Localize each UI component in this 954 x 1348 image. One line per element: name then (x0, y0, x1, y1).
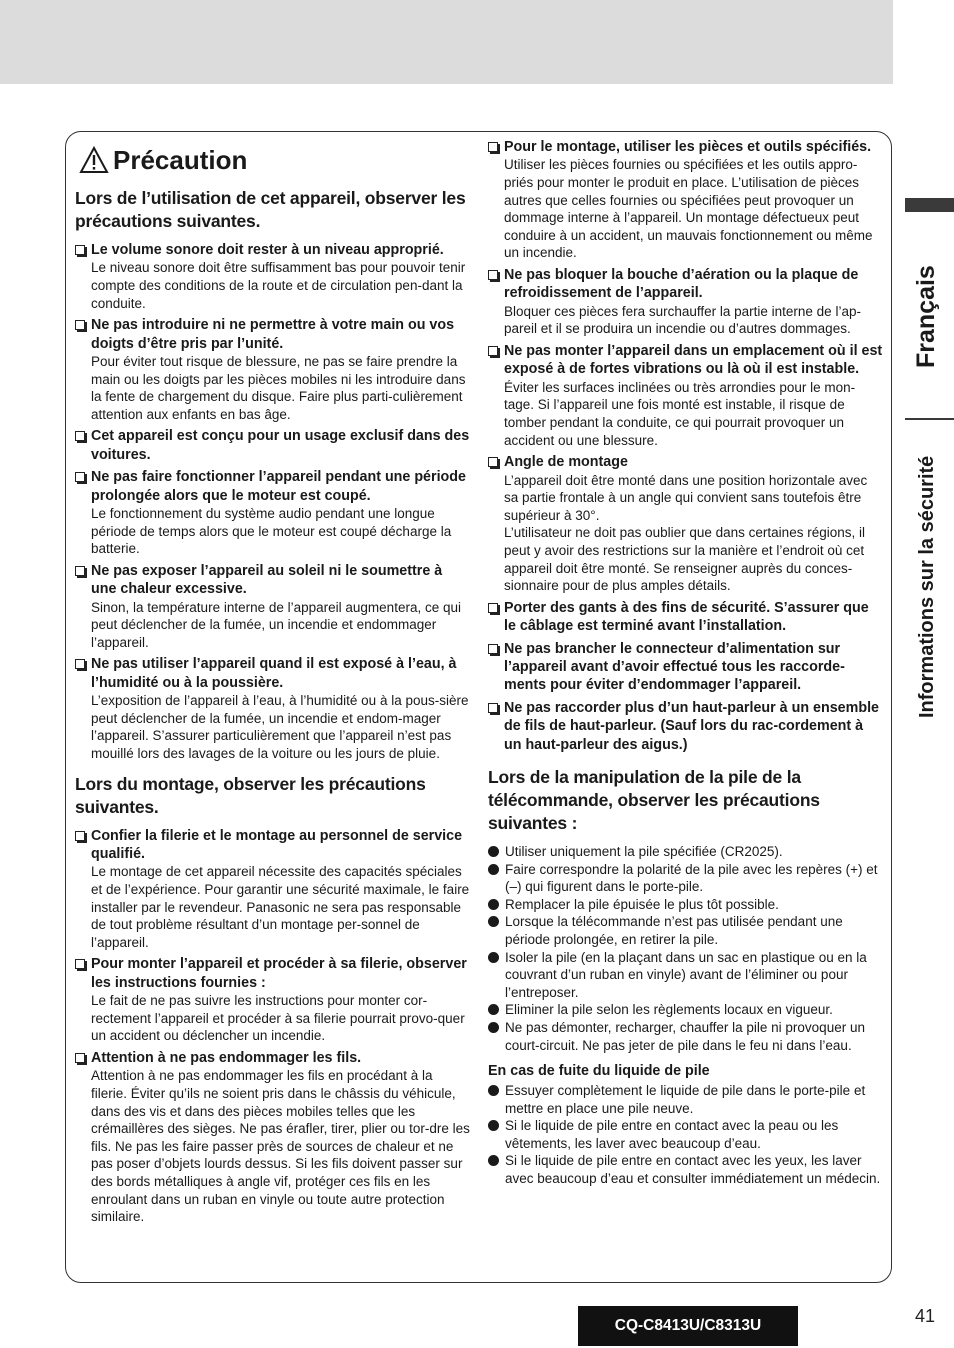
right-column (488, 138, 883, 1194)
precaution-paragraph: Le montage de cet appareil nécessite des capacités spéciales et de l’expérience. Pour garantir une sécurité maximale, le faire installer par le revendeur. Panasonic ne sera pas responsable de tout problème résultant d’un montage per-sonnel de l’appareil. (91, 864, 470, 950)
precaution-item (488, 138, 883, 262)
precaution-heading-text: Ne pas bloquer la bouche d’aération ou la plaque de refroidissement de l’appareil. (504, 266, 859, 302)
bullet-icon (488, 1085, 499, 1096)
bullet-text: Ne pas démonter, recharger, chauffer la pile ni provoquer un court-circuit. Ne pas jeter de pile dans le feu ni dans l’eau. (505, 1019, 865, 1053)
precaution-heading (75, 655, 470, 692)
precaution-heading (75, 1049, 470, 1067)
precaution-paragraph: Éviter les surfaces inclinées ou très arrondies pour le mon-tage. Si l’appareil une fois monté est instable, il risque de tomber pendant la conduite, ce qui pourrait provoquer un accident ou une blessure. (504, 379, 856, 448)
precaution-body (91, 599, 470, 652)
bullet-text: Remplacer la pile épuisée le plus tôt possible. (505, 896, 779, 912)
side-tab-marker (905, 198, 954, 212)
precaution-body (91, 863, 470, 951)
precaution-heading-text: Pour le montage, utiliser les pièces et outils spécifiés. (504, 139, 872, 155)
bullet-text: Si le liquide de pile entre en contact avec les yeux, les laver avec beaucoup d’eau et consulter immédiatement un médecin. (505, 1153, 881, 1187)
precaution-heading-text: Le volume sonore doit rester à un niveau approprié. (91, 242, 444, 258)
precaution-heading-text: Porter des gants à des fins de sécurité. S’assurer que le câblage est terminé avant l’installation. (504, 599, 869, 635)
checkbox-icon (488, 644, 498, 654)
precaution-body (504, 472, 883, 595)
usage-precautions-list (75, 241, 470, 763)
checkbox-icon (75, 472, 85, 482)
precaution-paragraph: L’utilisateur ne doit pas oublier que dans certaines régions, il peut y avoir des restrictions sur la manière et l’endroit où cet appareil doit être monté. Se renseigner auprès du conces-sionnaire pour de plus amples détails. (504, 525, 865, 594)
precaution-item (75, 955, 470, 1045)
precaution-item (75, 427, 470, 464)
subheading-battery: Lors de la manipulation de la pile de la télécommande, observer les précautions suivantes : (488, 766, 820, 833)
precaution-item (488, 599, 883, 636)
mounting-precautions-list-cont (488, 138, 883, 754)
bullet-text: Utiliser uniquement la pile spécifiée (CR2025). (505, 843, 783, 859)
precaution-item (488, 699, 883, 754)
precaution-paragraph: Le fonctionnement du système audio pendant une longue période de temps alors que le moteur est coupé décharge la batterie. (91, 506, 452, 557)
checkbox-icon (75, 831, 85, 841)
bullet-item (488, 896, 883, 914)
page-title (79, 143, 470, 177)
bullet-icon (488, 1120, 499, 1131)
precaution-heading-text: Ne pas raccorder plus d’un haut-parleur à un ensemble de fils de haut-parleur. (Sauf lors du rac-cordement à un haut-parleur des aigus.) (504, 699, 879, 753)
bullet-text: Isoler la pile (en la plaçant dans un sac en plastique ou en la couvrant d’un ruban en vinyle) avant de l’éliminer ou pour l’entreposer. (505, 949, 867, 1000)
precaution-heading (488, 599, 883, 636)
checkbox-icon (488, 142, 498, 152)
checkbox-icon (488, 270, 498, 280)
precaution-paragraph: Le fait de ne pas suivre les instructions pour monter cor-rectement l’appareil et procéder à sa filerie pourrait provo-quer un accident ou déclencher un incendie. (91, 993, 465, 1044)
bullet-item (488, 1152, 883, 1187)
page-title-text: Précaution (113, 145, 248, 175)
precaution-heading (75, 241, 470, 259)
precaution-item (75, 655, 470, 762)
precaution-paragraph: L’exposition de l’appareil à l’eau, à l’humidité ou à la pous-sière peut déclencher de la fumée, un incendie et endom-mager l’appareil. S’assurer particulièrement que l’appareil n’est pas mouillé lors des lavages de la voiture ou les jours de pluie. (91, 693, 469, 761)
bullet-text: Eliminer la pile selon les règlements locaux en vigueur. (505, 1002, 833, 1018)
warning-icon (79, 146, 109, 174)
precaution-item (488, 342, 883, 449)
bullet-icon (488, 1022, 499, 1033)
checkbox-icon (75, 566, 85, 576)
precaution-heading-text: Attention à ne pas endommager les fils. (91, 1049, 362, 1066)
precaution-heading (75, 827, 470, 864)
precaution-paragraph: Pour éviter tout risque de blessure, ne pas se faire prendre la main ou les doigts par les pièces mobiles ni les introduire dans la fente de chargement du disque. Faire plus parti-culièrement attention aux enfants en bas âge. (91, 354, 466, 422)
precaution-heading-text: Ne pas brancher le connecteur d’alimentation sur l’appareil avant d’avoir effectué tous les raccorde-ments pour éviter d’endommager l’appareil. (504, 640, 845, 694)
header-band (0, 0, 893, 84)
leak-precautions-list (488, 1082, 883, 1188)
bullet-item (488, 861, 883, 896)
precaution-body (91, 992, 470, 1045)
checkbox-icon (75, 1053, 85, 1063)
subheading-mounting: Lors du montage, observer les précautions suivantes. (75, 773, 426, 817)
bullet-icon (488, 1004, 499, 1015)
precaution-body (91, 692, 470, 762)
precaution-heading-text: Ne pas utiliser l’appareil quand il est exposé à l’eau, à l’humidité ou à la poussière. (91, 656, 457, 691)
precaution-body (504, 303, 883, 338)
subheading-usage: Lors de l’utilisation de cet appareil, observer les précautions suivantes. (75, 188, 466, 231)
bullet-icon (488, 864, 499, 875)
bullet-text: Si le liquide de pile entre en contact avec la peau ou les vêtements, les laver avec beaucoup d’eau. (505, 1118, 839, 1151)
precaution-heading (75, 562, 470, 599)
bullet-item (488, 1117, 883, 1152)
checkbox-icon (488, 703, 498, 713)
precaution-heading-text: Cet appareil est conçu pour un usage exclusif dans des voitures. (91, 428, 470, 463)
precaution-paragraph: Bloquer ces pièces fera surchauffer la partie interne de l’ap-pareil et il se produira un incendie ou d’autres dommages. (504, 303, 861, 337)
left-column (75, 143, 470, 1230)
mounting-precautions-list (75, 827, 470, 1226)
checkbox-icon (75, 320, 85, 330)
model-badge: CQ-C8413U/C8313U (578, 1306, 798, 1346)
precaution-heading (75, 468, 470, 505)
bullet-icon (488, 846, 499, 857)
precaution-body (91, 353, 470, 423)
precaution-item (75, 827, 470, 952)
precaution-item (488, 266, 883, 338)
precaution-heading (488, 266, 883, 303)
precaution-body (504, 379, 883, 449)
precaution-heading (488, 699, 883, 754)
precaution-heading (488, 342, 883, 379)
precaution-heading-text: Ne pas monter l’appareil dans un emplacement où il est exposé à de fortes vibrations ou là où il est instable. (504, 342, 883, 378)
precaution-heading (75, 955, 470, 992)
precaution-item (488, 453, 883, 595)
precaution-item (488, 640, 883, 695)
precaution-paragraph: Utiliser les pièces fournies ou spécifiées et les outils appro-priés pour monter le produit en place. L’utilisation de pièces autres que celles fournies ou spécifiées peut provoquer un dommage interne à l’appareil. Un montage défectueux peut conduire à un accident, un mauvais fonctionnement ou même un incendie. (504, 157, 873, 261)
precaution-heading-text: Ne pas exposer l’appareil au soleil ni le soumettre à une chaleur excessive. (91, 562, 443, 598)
checkbox-icon (488, 603, 498, 613)
bullet-item (488, 949, 883, 1002)
page-number: 41 (914, 1306, 936, 1326)
bullet-item (488, 913, 883, 948)
precaution-heading-text: Pour monter l’appareil et procéder à sa filerie, observer les instructions fournies : (91, 956, 467, 991)
precaution-heading (75, 427, 470, 464)
bullet-text: Lorsque la télécommande n’est pas utilisée pendant une période prolongée, en retirer la pile. (505, 914, 843, 947)
precaution-body (91, 259, 470, 312)
battery-precautions-list (488, 843, 883, 1054)
leak-heading: En cas de fuite du liquide de pile (488, 1063, 710, 1080)
precaution-heading (488, 453, 883, 471)
precaution-item (75, 468, 470, 558)
bullet-icon (488, 1155, 499, 1166)
bullet-text: Faire correspondre la polarité de la pile avec les repères (+) et (–) qui figurent dans le porte-pile. (505, 861, 878, 895)
precaution-paragraph: L’appareil doit être monté dans une position horizontale avec sa partie frontale à un angle qui convient sans toutefois être supérieur à 30°. (504, 472, 868, 523)
precaution-heading-text: Angle de montage (504, 454, 628, 471)
precaution-item (75, 241, 470, 312)
precaution-body (504, 156, 883, 262)
bullet-icon (488, 952, 499, 963)
precaution-heading (488, 138, 883, 156)
bullet-icon (488, 916, 499, 927)
side-divider (905, 418, 954, 420)
precaution-paragraph: Le niveau sonore doit être suffisamment bas pour pouvoir tenir compte des conditions de la route et de circulation pen-dant la conduite. (91, 260, 466, 311)
precaution-body (91, 505, 470, 558)
bullet-item (488, 1019, 883, 1054)
bullet-text: Essuyer complètement le liquide de pile dans le porte-pile et mettre en place une pile neuve. (505, 1083, 866, 1116)
precaution-heading-text: Confier la filerie et le montage au personnel de service qualifié. (91, 827, 463, 862)
precaution-paragraph: Attention à ne pas endommager les fils en procédant à la filerie. Éviter qu’ils ne soient pris dans le châssis du véhicule, dans des vis et dans des pièces mobiles telles que les crémaillères des sièges. Ne pas érafler, tirer, plier ou tor-dre les fils. Ne pas les faire passer près de sources de chaleur et ne pas poser d’objets lourds dessus. Si les fils doivent passer sur des bords métalliques à angle vif, protéger ces fils en les enroulant dans un ruban en vinyle ou toute autre protection similaire. (91, 1068, 470, 1225)
precaution-item (75, 316, 470, 423)
checkbox-icon (75, 431, 85, 441)
precaution-heading-text: Ne pas introduire ni ne permettre à votre main ou vos doigts d’être pris par l’unité. (91, 317, 455, 352)
precaution-heading (75, 316, 470, 353)
precaution-item (75, 562, 470, 652)
bullet-item (488, 1001, 883, 1019)
language-tab-label: Français (912, 265, 940, 369)
checkbox-icon (488, 346, 498, 356)
precaution-paragraph: Sinon, la température interne de l’appareil augmentera, ce qui peut déclencher de la fumée, un incendie et endommager l’appareil. (91, 599, 461, 650)
precaution-heading (488, 640, 883, 695)
precaution-item (75, 1049, 470, 1226)
checkbox-icon (75, 959, 85, 969)
bullet-icon (488, 899, 499, 910)
bullet-item (488, 1082, 883, 1117)
section-tab-label: Informations sur la sécurité (916, 455, 938, 719)
checkbox-icon (75, 659, 85, 669)
precaution-heading-text: Ne pas faire fonctionner l’appareil pendant une période prolongée alors que le moteur est coupé. (91, 469, 466, 504)
bullet-item (488, 843, 883, 861)
precaution-body (91, 1067, 470, 1225)
checkbox-icon (488, 457, 498, 467)
checkbox-icon (75, 245, 85, 255)
